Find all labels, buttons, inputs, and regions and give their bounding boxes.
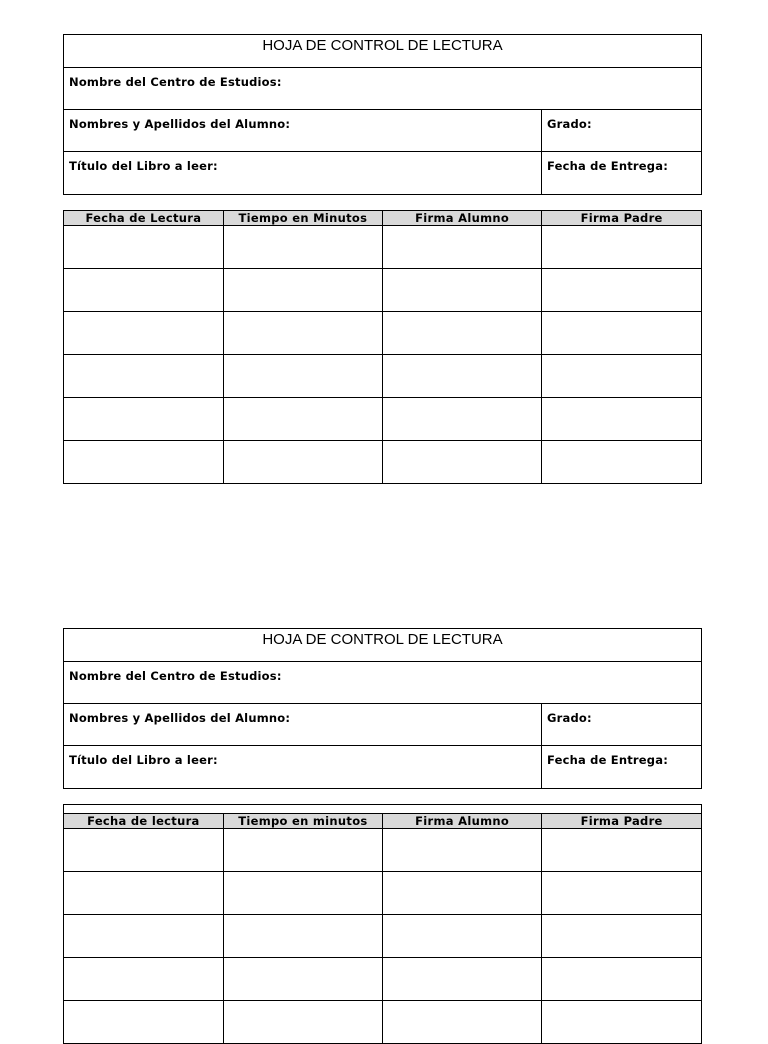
form-title: HOJA DE CONTROL DE LECTURA xyxy=(64,35,701,68)
log-entry-cell[interactable] xyxy=(383,398,542,441)
table-row xyxy=(64,312,701,355)
table-row xyxy=(64,915,701,958)
log-entry-cell[interactable] xyxy=(223,269,382,312)
log-entry-cell[interactable] xyxy=(383,872,542,915)
log-entry-cell[interactable] xyxy=(383,269,542,312)
book-title-field[interactable]: Título del Libro a leer: xyxy=(64,746,542,788)
student-name-field[interactable]: Nombres y Apellidos del Alumno: xyxy=(64,110,542,151)
log-entry-cell[interactable] xyxy=(542,398,701,441)
log-entry-cell[interactable] xyxy=(542,872,701,915)
log-entry-cell[interactable] xyxy=(383,355,542,398)
log-entry-cell[interactable] xyxy=(542,226,701,269)
school-row xyxy=(64,68,701,110)
log-entry-cell[interactable] xyxy=(542,312,701,355)
log-entry-cell[interactable] xyxy=(64,958,223,1001)
column-header: Firma Padre xyxy=(542,814,701,829)
table-row xyxy=(64,958,701,1001)
log-entry-cell[interactable] xyxy=(223,1001,382,1044)
student-name-field[interactable]: Nombres y Apellidos del Alumno: xyxy=(64,704,542,745)
column-header: Tiempo en minutos xyxy=(223,814,382,829)
table-header-row xyxy=(64,211,701,226)
log-entry-cell[interactable] xyxy=(223,226,382,269)
column-header: Fecha de lectura xyxy=(64,814,223,829)
school-field[interactable]: Nombre del Centro de Estudios: xyxy=(69,669,282,683)
table-row xyxy=(64,226,701,269)
log-entry-cell[interactable] xyxy=(223,872,382,915)
log-entry-cell[interactable] xyxy=(64,1001,223,1044)
log-entry-cell[interactable] xyxy=(383,441,542,484)
log-entry-cell[interactable] xyxy=(383,226,542,269)
table-row xyxy=(64,398,701,441)
log-entry-cell[interactable] xyxy=(223,829,382,872)
reading-control-form-1 xyxy=(63,34,702,195)
log-entry-cell[interactable] xyxy=(64,829,223,872)
log-entry-cell[interactable] xyxy=(64,398,223,441)
table-row xyxy=(64,1001,701,1044)
column-header: Fecha de Lectura xyxy=(64,211,223,226)
school-row xyxy=(64,662,701,704)
due-date-field[interactable]: Fecha de Entrega: xyxy=(547,159,668,173)
reading-log-table-2 xyxy=(63,804,702,1044)
log-entry-cell[interactable] xyxy=(64,872,223,915)
log-entry-cell[interactable] xyxy=(383,958,542,1001)
table-row xyxy=(64,872,701,915)
log-entry-cell[interactable] xyxy=(64,226,223,269)
book-row xyxy=(64,746,701,788)
book-title-field[interactable]: Título del Libro a leer: xyxy=(64,152,542,194)
table-row xyxy=(64,829,701,872)
log-entry-cell[interactable] xyxy=(383,915,542,958)
log-entry-cell[interactable] xyxy=(542,958,701,1001)
column-header: Firma Alumno xyxy=(383,211,542,226)
grade-field[interactable]: Grado: xyxy=(547,711,592,725)
table-row xyxy=(64,441,701,484)
grade-field[interactable]: Grado: xyxy=(547,117,592,131)
table-body xyxy=(64,829,701,1044)
log-entry-cell[interactable] xyxy=(64,915,223,958)
school-field[interactable]: Nombre del Centro de Estudios: xyxy=(69,75,282,89)
student-row xyxy=(64,110,701,152)
form-title: HOJA DE CONTROL DE LECTURA xyxy=(64,629,701,662)
table-header-row xyxy=(64,814,701,829)
log-entry-cell[interactable] xyxy=(223,958,382,1001)
table-row xyxy=(64,269,701,312)
log-entry-cell[interactable] xyxy=(64,269,223,312)
log-entry-cell[interactable] xyxy=(64,355,223,398)
log-entry-cell[interactable] xyxy=(64,312,223,355)
log-entry-cell[interactable] xyxy=(542,441,701,484)
log-entry-cell[interactable] xyxy=(223,915,382,958)
log-entry-cell[interactable] xyxy=(223,398,382,441)
log-entry-cell[interactable] xyxy=(64,441,223,484)
column-header: Firma Alumno xyxy=(383,814,542,829)
reading-log-table-1 xyxy=(63,210,702,484)
log-entry-cell[interactable] xyxy=(542,829,701,872)
book-row xyxy=(64,152,701,194)
table-spacer xyxy=(64,805,701,814)
log-entry-cell[interactable] xyxy=(223,441,382,484)
column-header: Tiempo en Minutos xyxy=(223,211,382,226)
reading-control-form-2 xyxy=(63,628,702,789)
column-header: Firma Padre xyxy=(542,211,701,226)
log-entry-cell[interactable] xyxy=(542,355,701,398)
log-entry-cell[interactable] xyxy=(223,355,382,398)
log-entry-cell[interactable] xyxy=(383,312,542,355)
log-entry-cell[interactable] xyxy=(383,829,542,872)
table-body xyxy=(64,226,701,484)
log-entry-cell[interactable] xyxy=(542,1001,701,1044)
log-entry-cell[interactable] xyxy=(383,1001,542,1044)
log-entry-cell[interactable] xyxy=(223,312,382,355)
student-row xyxy=(64,704,701,746)
log-entry-cell[interactable] xyxy=(542,269,701,312)
due-date-field[interactable]: Fecha de Entrega: xyxy=(547,753,668,767)
log-entry-cell[interactable] xyxy=(542,915,701,958)
table-row xyxy=(64,355,701,398)
